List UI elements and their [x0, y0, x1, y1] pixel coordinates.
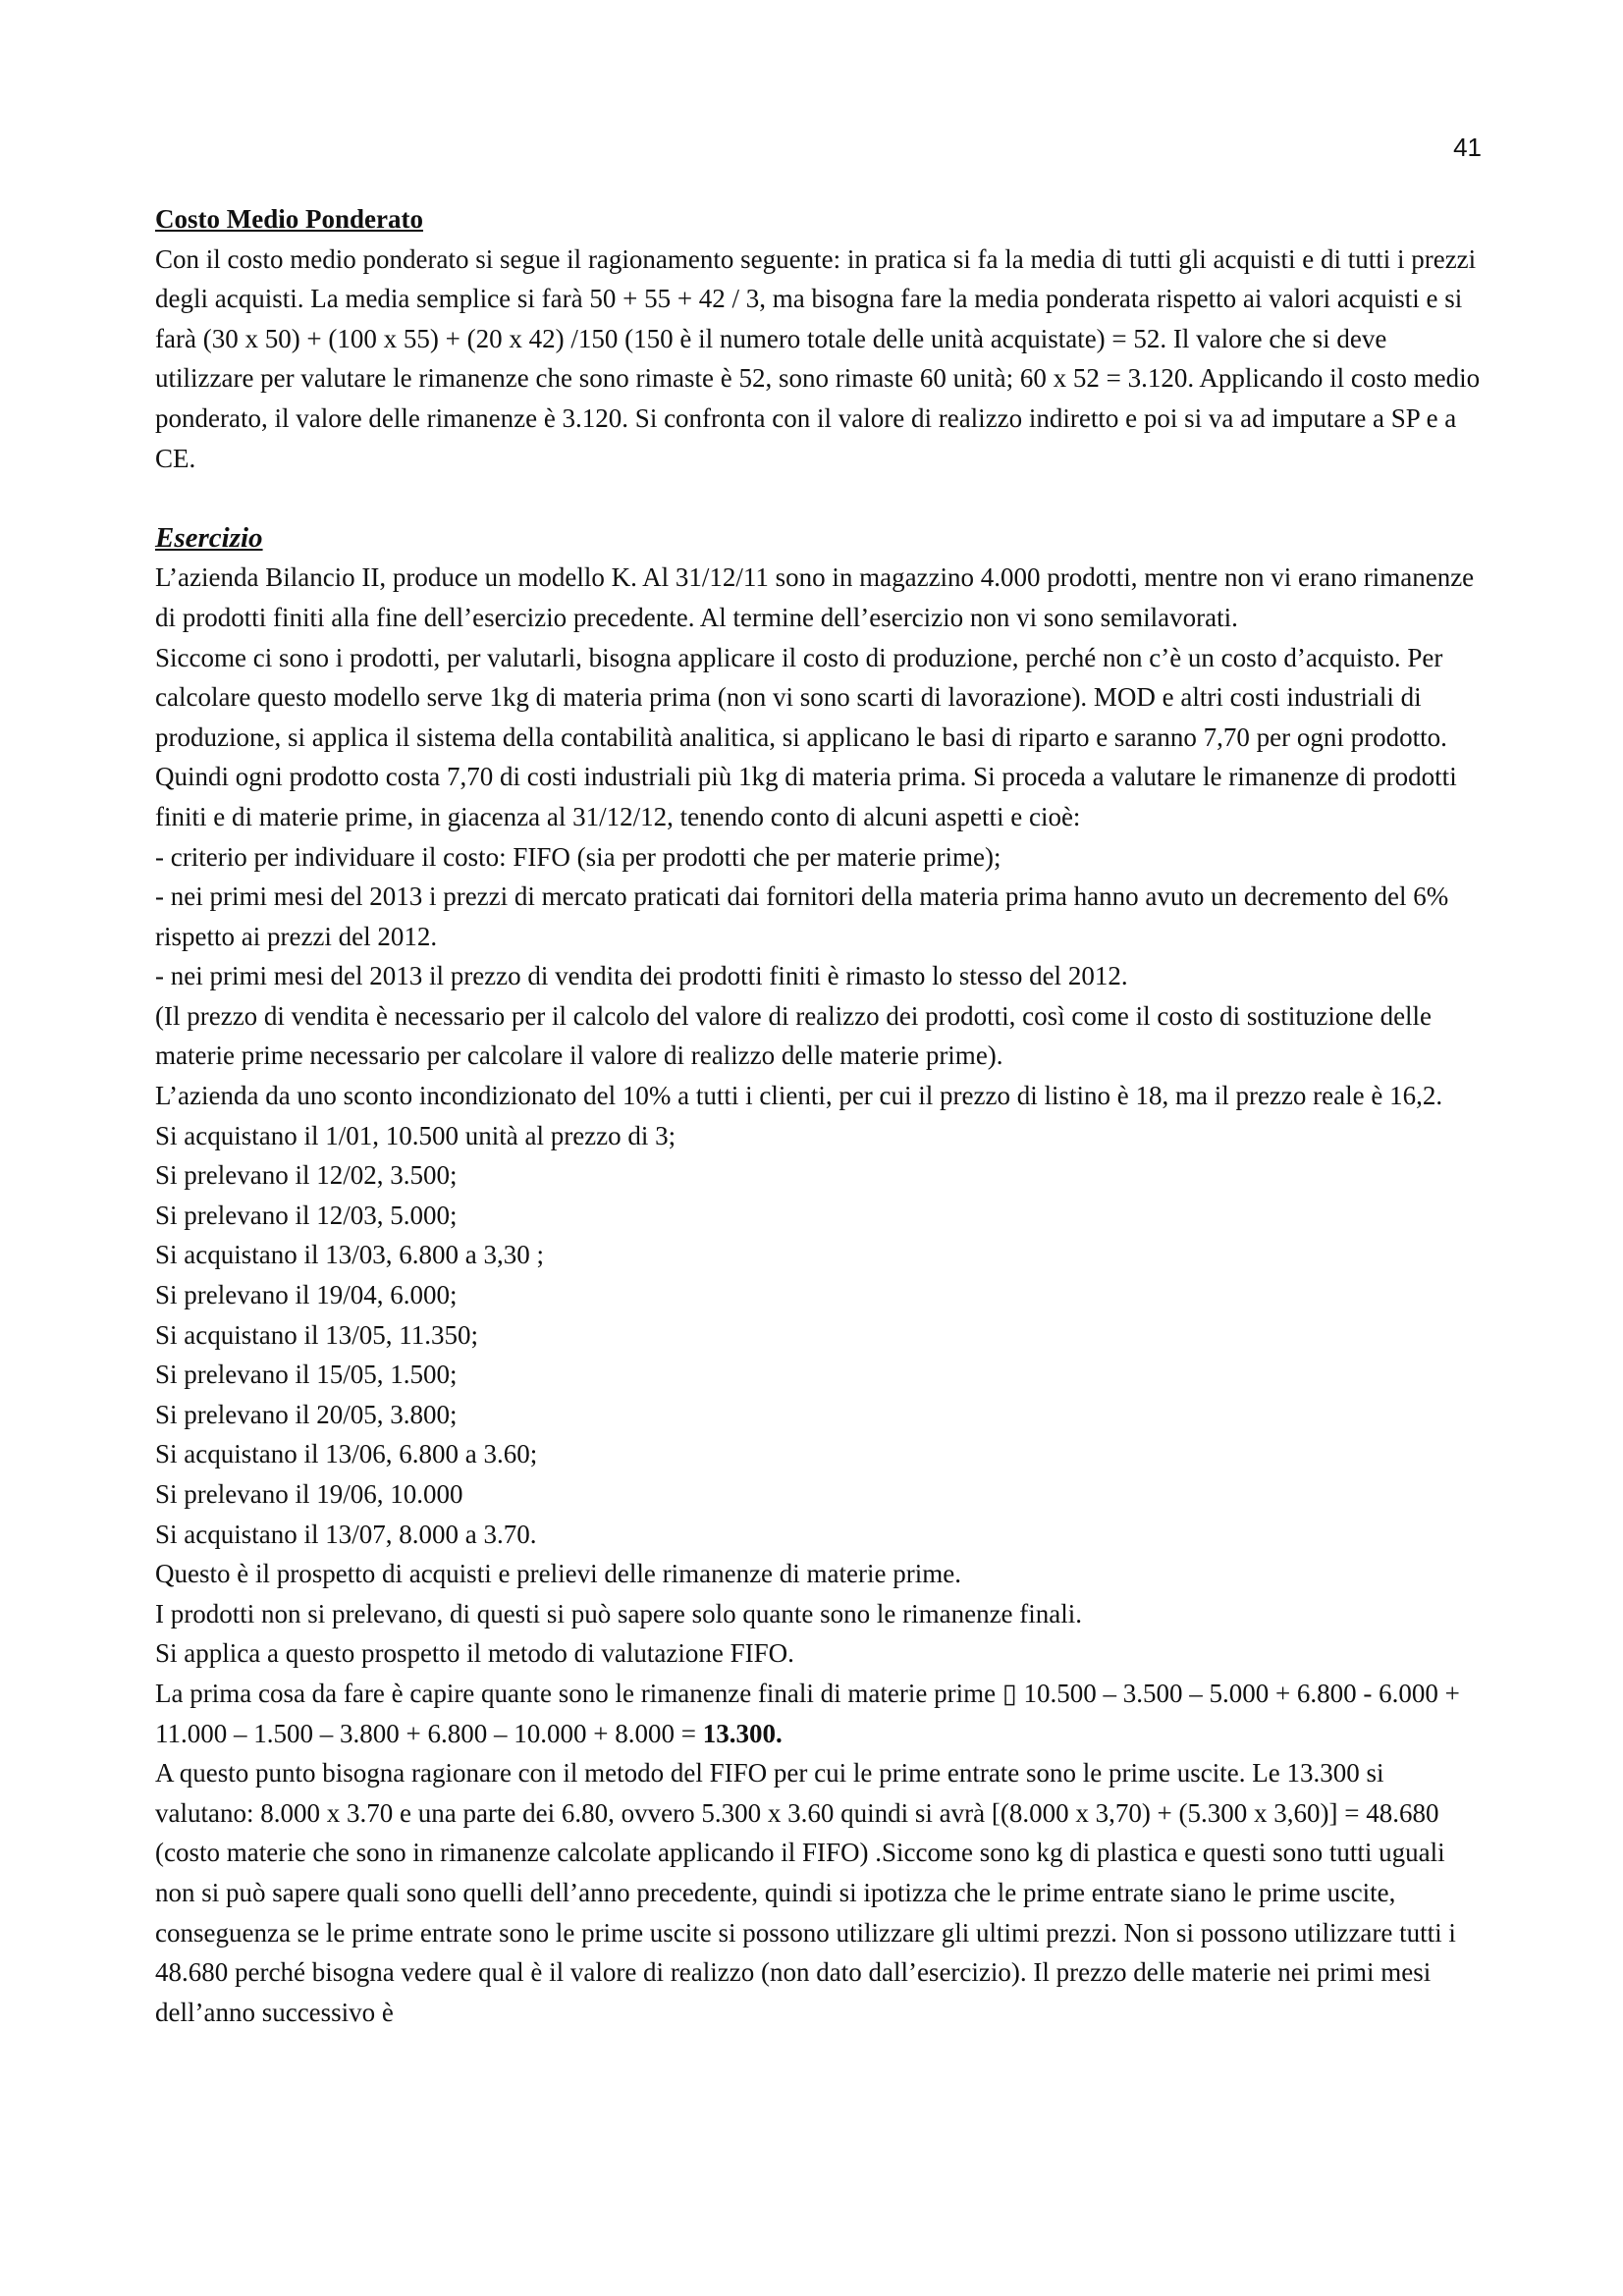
paragraph-spacer: [155, 478, 1481, 518]
note-paragraph: (Il prezzo di vendita è necessario per il calcolo del valore di realizzo dei prodotti, così come il costo di sostituzione delle materie prime necessario per calcolare il valore di realizzo delle materie prime).: [155, 1000, 1433, 1071]
document-body: [155, 199, 1481, 2032]
criteria-item: - criterio per individuare il costo: FIFO (sia per prodotti che per materie prime);: [155, 841, 1001, 872]
movement-line: Si prelevano il 20/05, 3.800;: [155, 1399, 458, 1429]
summary-line: Questo è il prospetto di acquisti e prelievi delle rimanenze di materie prime.: [155, 1559, 961, 1589]
movement-line: Si acquistano il 1/01, 10.500 unità al prezzo di 3;: [155, 1120, 676, 1150]
movement-line: Si acquistano il 13/05, 11.350;: [155, 1319, 478, 1350]
summary-line: Si applica a questo prospetto il metodo di valutazione FIFO.: [155, 1638, 794, 1669]
summary-line: I prodotti non si prelevano, di questi si può sapere solo quante sono le rimanenze finali.: [155, 1598, 1083, 1629]
movement-line: Si prelevano il 12/02, 3.500;: [155, 1160, 458, 1191]
movement-line: Si acquistano il 13/03, 6.800 a 3,30 ;: [155, 1240, 544, 1270]
section-title-esercizio: Esercizio: [155, 521, 263, 554]
movement-line: Si acquistano il 13/07, 8.000 a 3.70.: [155, 1519, 537, 1549]
movement-line: Si prelevano il 19/04, 6.000;: [155, 1280, 458, 1310]
esercizio-paragraph-2: Siccome ci sono i prodotti, per valutarli, bisogna applicare il costo di produzione, perché non c’è un costo d’acquisto. Per calcolare questo modello serve 1kg di materia prima (non vi sono scarti di lavorazione). MOD e altri costi industriali di produzione, si applica il sistema della contabilità analitica, si applicano le basi di riparto e saranno 7,70 per ogni prodotto. Quindi ogni prodotto costa 7,70 di costi industriali più 1kg di materia prima. Si proceda a valutare le rimanenze di prodotti finiti e di materie prime, in giacenza al 31/12/12, tenendo conto di alcuni aspetti e cioè:: [155, 642, 1457, 831]
movement-line: Si prelevano il 15/05, 1.500;: [155, 1360, 458, 1390]
page-number: 41: [1453, 133, 1482, 162]
criteria-item: - nei primi mesi del 2013 il prezzo di vendita dei prodotti finiti è rimasto lo stesso del 2012.: [155, 961, 1128, 991]
movement-line: Si acquistano il 13/06, 6.800 a 3.60;: [155, 1439, 538, 1469]
fifo-paragraph: A questo punto bisogna ragionare con il metodo del FIFO per cui le prime entrate sono le prime uscite. Le 13.300 si valutano: 8.000 x 3.70 e una parte dei 6.80, ovvero 5.300 x 3.60 quindi si avrà [(8.000 x 3,70) + (5.300 x 3,60)] = 48.680 (costo materie che sono in rimanenze calcolate applicando il FIFO) .Siccome sono kg di plastica e questi sono tutti uguali non si può sapere quali sono quelli dell’anno precedente, quindi si ipotizza che le prime entrate siano le prime uscite, conseguenza se le prime entrate sono le prime uscite si possono utilizzare gli ultimi prezzi. Non si possono utilizzare tutti i 48.680 perché bisogna vedere qual è il valore di realizzo (non dato dall’esercizio). Il prezzo delle materie nei primi mesi dell’anno successivo è: [155, 1758, 1456, 2027]
calculation-paragraph: [155, 1674, 1481, 1753]
movement-line: Si prelevano il 12/03, 5.000;: [155, 1200, 458, 1230]
costo-medio-paragraph: Con il costo medio ponderato si segue il ragionamento seguente: in pratica si fa la media di tutti gli acquisti e di tutti i prezzi degli acquisti. La media semplice si farà 50 + 55 + 42 / 3, ma bisogna fare la media ponderata rispetto ai valori acquisti e si farà (30 x 50) + (100 x 55) + (20 x 42) /150 (150 è il numero totale delle unità acquistate) = 52. Il valore che si deve utilizzare per valutare le rimanenze che sono rimaste è 52, sono rimaste 60 unità; 60 x 52 = 3.120. Applicando il costo medio ponderato, il valore delle rimanenze è 3.120. Si confronta con il valore di realizzo indiretto e poi si va ad imputare a SP e a CE.: [155, 243, 1481, 473]
movement-line: Si prelevano il 19/06, 10.000: [155, 1479, 463, 1509]
criteria-item: - nei primi mesi del 2013 i prezzi di mercato praticati dai fornitori della materia prima hanno avuto un decremento del 6% rispetto ai prezzi del 2012.: [155, 881, 1449, 951]
section-title-costo-medio: Costo Medio Ponderato: [155, 204, 423, 234]
esercizio-intro: L’azienda Bilancio II, produce un modello K. Al 31/12/11 sono in magazzino 4.000 prodotti, mentre non vi erano rimanenze di prodotti finiti alla fine dell’esercizio precedente. Al termine dell’esercizio non vi sono semilavorati.: [155, 562, 1475, 632]
calculation-text: La prima cosa da fare è capire quante sono le rimanenze finali di materie prime ▯ 10.500 – 3.500 – 5.000 + 6.800 - 6.000 + 11.000 – 1.500 – 3.800 + 6.800 – 10.000 + 8.000 =: [155, 1678, 1460, 1748]
calculation-result: 13.300.: [702, 1718, 783, 1748]
discount-paragraph: L’azienda da uno sconto incondizionato del 10% a tutti i clienti, per cui il prezzo di listino è 18, ma il prezzo reale è 16,2.: [155, 1081, 1443, 1111]
